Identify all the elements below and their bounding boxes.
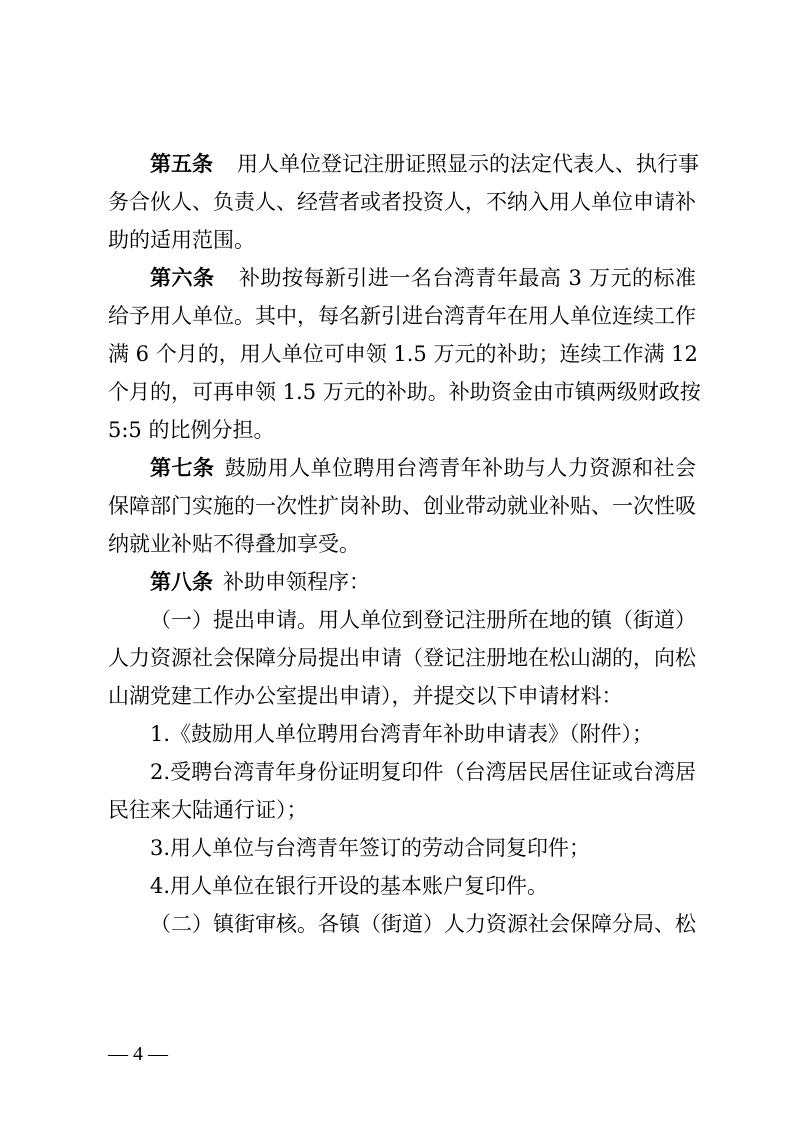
article5-line1: [108, 145, 699, 183]
document-body: [108, 145, 701, 943]
article8-item1: 1.《鼓励用人单位聘用台湾青年补助申请表》（附件）；: [150, 722, 654, 746]
article5-line3: 助的适用范围。: [108, 228, 255, 252]
article6-line5: 5:5 的比例分担。: [108, 418, 275, 442]
page-number: — 4 —: [108, 1043, 168, 1065]
article7-line3: 纳就业补贴不得叠加享受。: [108, 532, 360, 556]
article6-line4: 个月的，可再申领 1.5 万元的补助。补助资金由市镇两级财政按: [108, 380, 701, 404]
article8-step2-line1: （二）镇街审核。各镇（街道）人力资源社会保障分局、松: [150, 912, 696, 936]
article6-line2: 给予用人单位。其中，每名新引进台湾青年在用人单位连续工作: [108, 304, 696, 328]
article6-heading: 第六条: [150, 265, 215, 290]
article5-heading: 第五条: [150, 151, 213, 176]
article7-text-1: 鼓励用人单位聘用台湾青年补助与人力资源和社会: [224, 456, 697, 480]
article8-heading: 第八条: [150, 569, 213, 594]
article8-step1-line2: 人力资源社会保障分局提出申请（登记注册地在松山湖的，向松: [108, 646, 696, 670]
article8-step1-line1: （一）提出申请。用人单位到登记注册所在地的镇（街道）: [150, 608, 696, 632]
article7-line1: [108, 449, 696, 487]
article8-line1: [108, 563, 696, 601]
article8-item3: 3.用人单位与台湾青年签订的劳动合同复印件；: [150, 836, 591, 860]
article6-text-1: 补助按每新引进一名台湾青年最高 3 万元的标准: [238, 266, 697, 290]
article8-step1-line3: 山湖党建工作办公室提出申请），并提交以下申请材料：: [108, 684, 623, 708]
article7-heading: 第七条: [150, 455, 215, 480]
article8-item4: 4.用人单位在银行开设的基本账户复印件。: [150, 874, 549, 898]
article6-line1: [108, 259, 696, 297]
article8-item2-line1: 2.受聘台湾青年身份证明复印件（台湾居民居住证或台湾居: [150, 760, 696, 784]
article5-text-1: 用人单位登记注册证照显示的法定代表人、执行事: [237, 152, 699, 176]
article5-line2: 务合伙人、负责人、经营者或者投资人，不纳入用人单位申请补: [108, 190, 696, 214]
article7-line2: 保障部门实施的一次性扩岗补助、创业带动就业补贴、一次性吸: [108, 494, 696, 518]
article8-text-1: 补助申领程序：: [223, 570, 370, 594]
article8-item2-line2: 民往来大陆通行证）；: [108, 798, 308, 822]
article6-line3: 满 6 个月的，用人单位可申领 1.5 万元的补助；连续工作满 12: [108, 342, 698, 366]
